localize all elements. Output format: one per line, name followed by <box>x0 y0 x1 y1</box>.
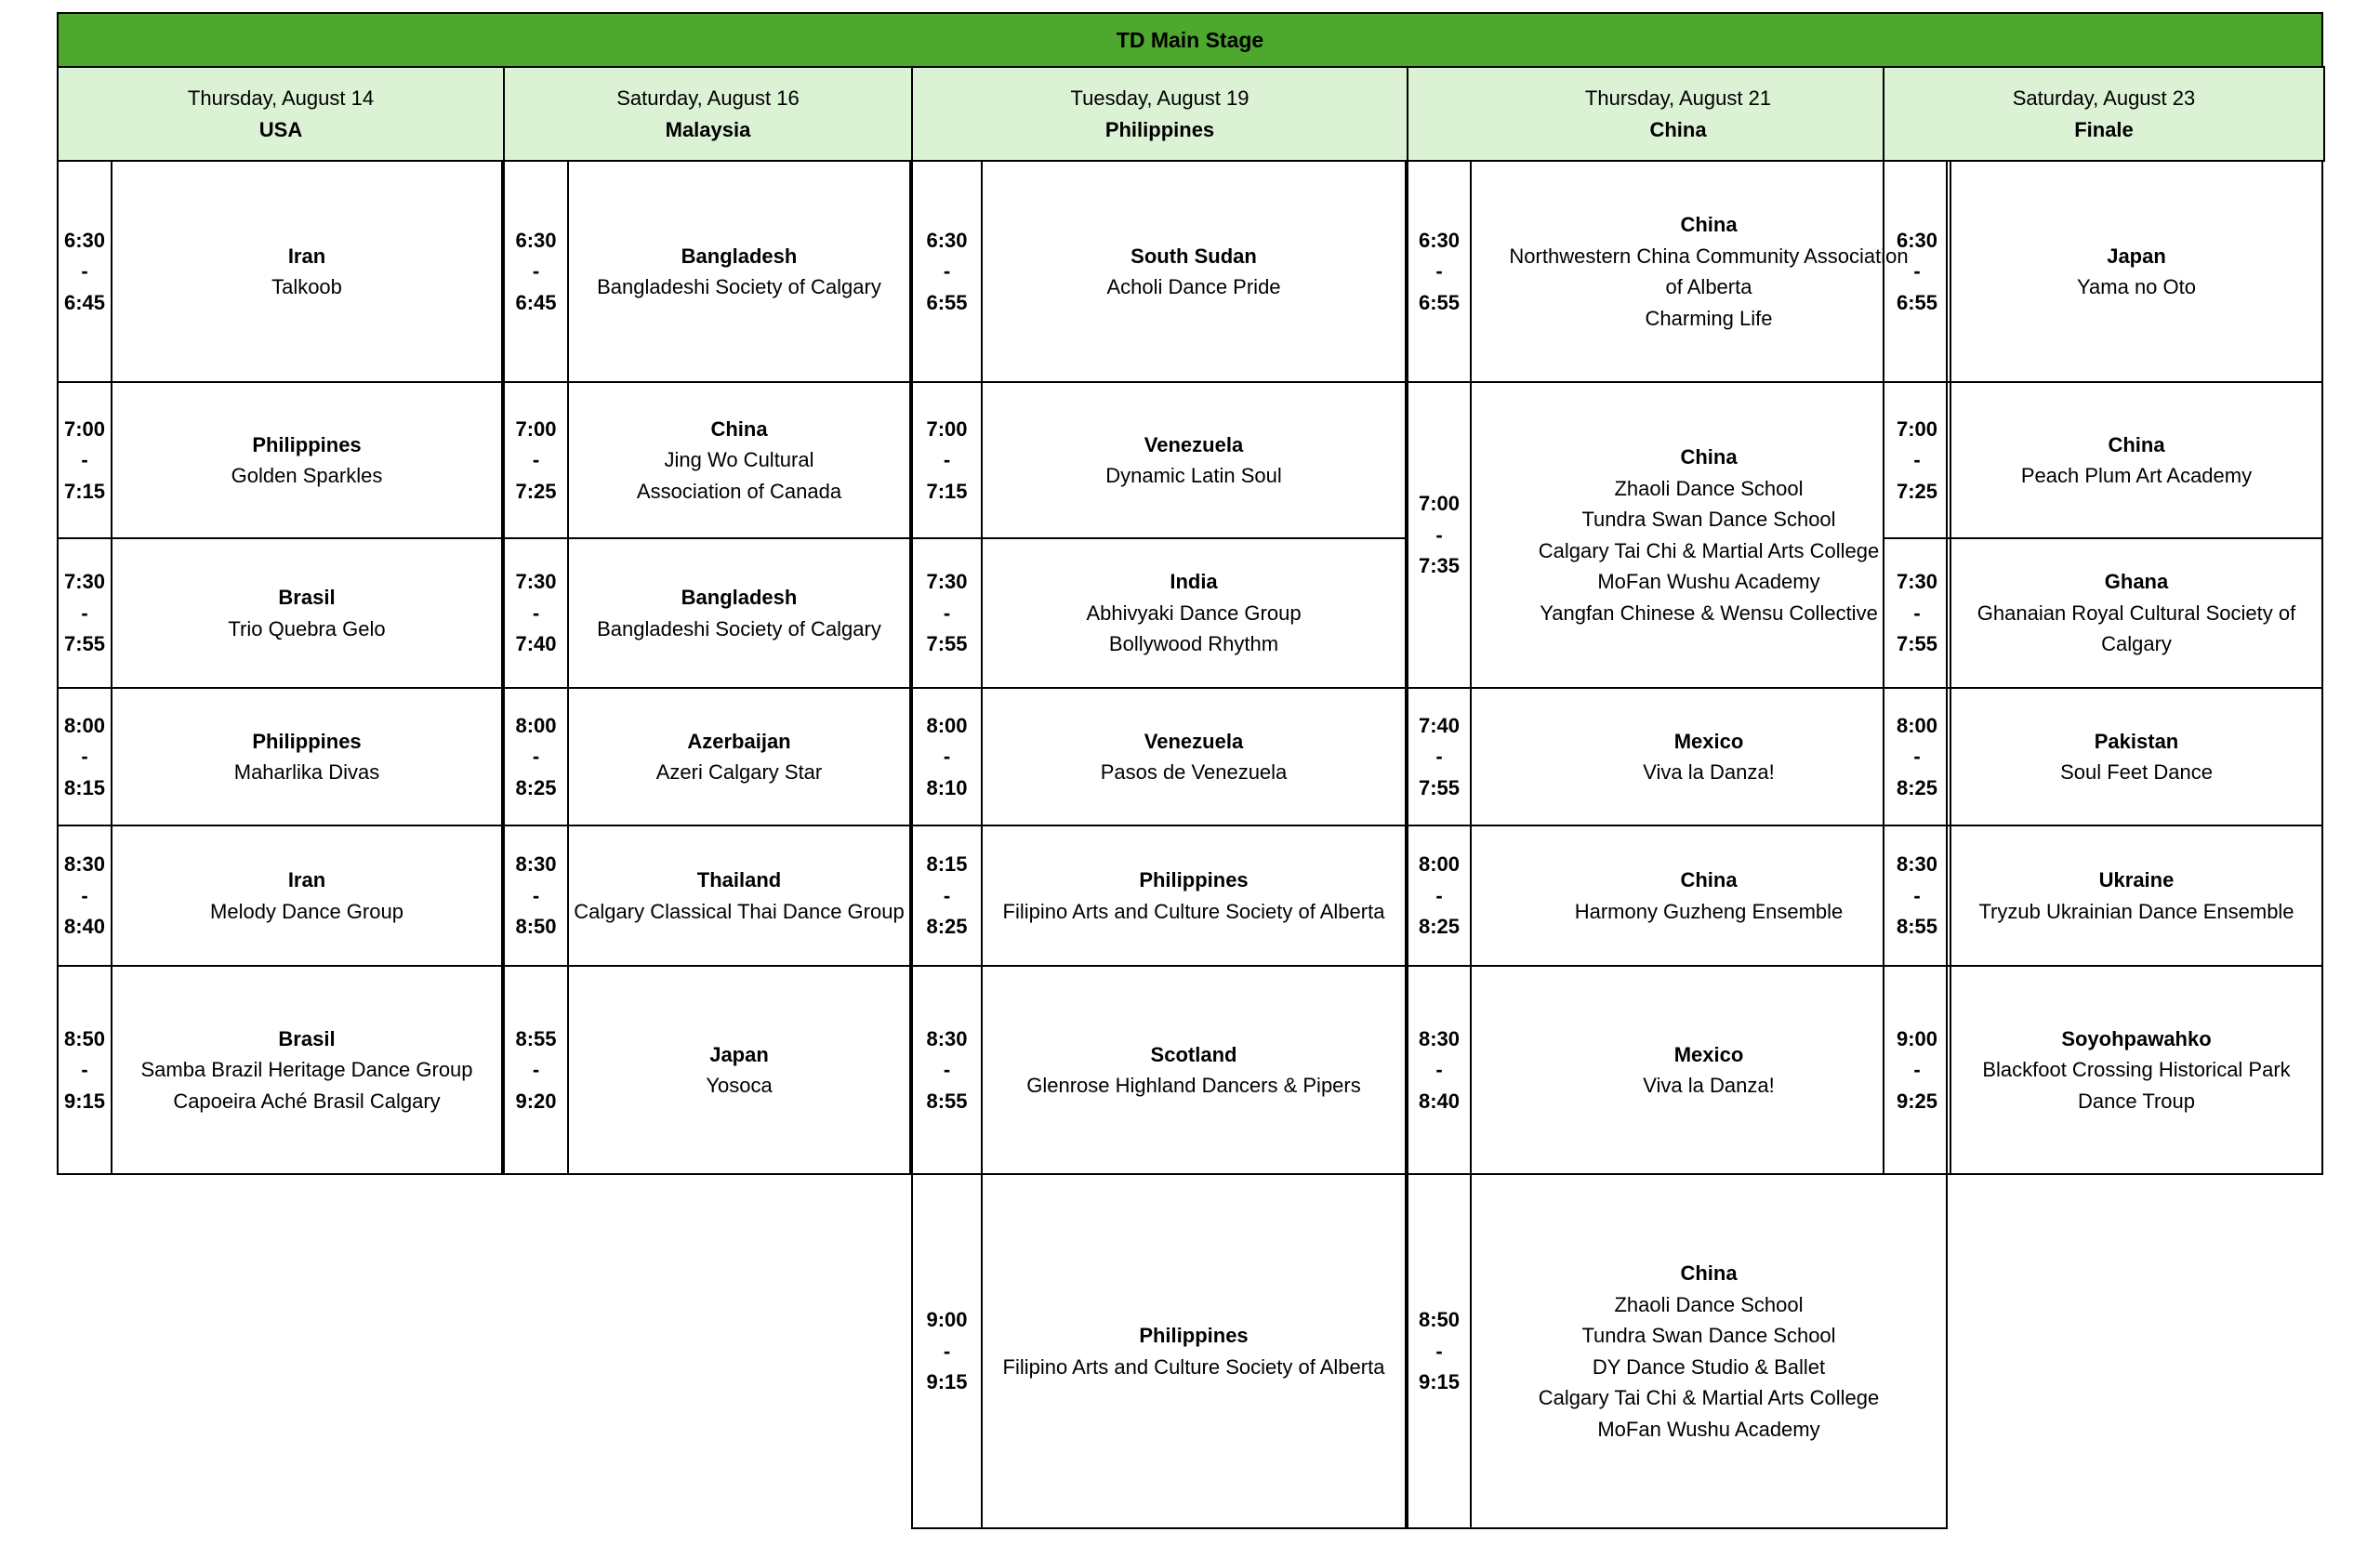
time-text: 7:15 <box>926 479 968 503</box>
time-text: - <box>943 259 951 284</box>
performance-slot <box>111 965 503 1175</box>
performer-country: China <box>2108 432 2165 456</box>
day-theme: Finale <box>2074 117 2134 141</box>
time-text: 7:55 <box>1896 632 1938 656</box>
performer-group: Golden Sparkles <box>231 464 383 487</box>
performer-group: Zhaoli Dance School <box>1614 476 1804 500</box>
time-text: 7:25 <box>515 479 557 503</box>
time-text: 6:45 <box>515 290 557 314</box>
performance-slot <box>567 537 911 689</box>
time-text: 7:35 <box>1418 554 1461 578</box>
performance-slot <box>111 537 503 689</box>
time-text: - <box>532 745 540 769</box>
time-text: 7:25 <box>1896 479 1938 503</box>
performance-slot <box>1470 381 1948 689</box>
performer-country: Azerbaijan <box>687 729 791 753</box>
day-theme: Philippines <box>1104 117 1215 141</box>
time-text: 7:15 <box>63 479 106 503</box>
time-text: 8:10 <box>926 775 968 799</box>
time-text: 8:50 <box>515 915 557 939</box>
stage-title: TD Main Stage <box>57 12 2323 68</box>
performer-group: Harmony Guzheng Ensemble <box>1574 899 1844 923</box>
performance-slot <box>567 965 911 1175</box>
time-text: - <box>1913 745 1921 769</box>
time-text: - <box>81 601 88 625</box>
performance-slot <box>567 825 911 967</box>
performer-country: Philippines <box>252 729 362 753</box>
performer-country: Venezuela <box>1144 432 1244 456</box>
time-text: 8:25 <box>515 775 557 799</box>
performer-country: Philippines <box>1139 1324 1249 1347</box>
time-text: - <box>1435 259 1443 284</box>
time-text: - <box>532 883 540 907</box>
time-text: 7:55 <box>926 632 968 656</box>
time-text: 7:30 <box>515 570 557 594</box>
performer-group: Tundra Swan Dance School <box>1581 1324 1836 1347</box>
performance-slot <box>1470 1173 1948 1529</box>
day-date: Thursday, August 21 <box>1584 86 1772 110</box>
time-slot <box>911 381 983 539</box>
time-text: 8:15 <box>63 775 106 799</box>
time-slot <box>911 1173 983 1529</box>
time-slot <box>1407 965 1472 1175</box>
time-slot <box>57 687 112 826</box>
time-slot <box>503 381 569 539</box>
time-text: 6:30 <box>1418 228 1461 252</box>
time-slot <box>911 537 983 689</box>
time-slot <box>911 160 983 383</box>
time-text: - <box>1435 883 1443 907</box>
performer-group: Abhivyaki Dance Group <box>1086 601 1302 625</box>
time-slot <box>1407 1173 1472 1529</box>
performer-country: Mexico <box>1673 729 1744 753</box>
time-text: - <box>81 448 88 472</box>
time-slot <box>503 965 569 1175</box>
time-text: - <box>532 601 540 625</box>
time-text: 8:40 <box>1418 1089 1461 1113</box>
performer-group: Tryzub Ukrainian Dance Ensemble <box>1978 899 2294 923</box>
time-text: - <box>1913 1058 1921 1082</box>
time-text: - <box>943 883 951 907</box>
time-text: 6:30 <box>63 228 106 252</box>
time-text: 8:50 <box>1418 1308 1461 1332</box>
performer-group: Bollywood Rhythm <box>1108 632 1279 656</box>
performer-group: Calgary <box>2101 632 2172 656</box>
time-text: 7:40 <box>1418 713 1461 737</box>
time-text: 7:40 <box>515 632 557 656</box>
performance-slot <box>1950 687 2323 826</box>
performer-country: Iran <box>287 868 326 891</box>
time-text: - <box>1435 1058 1443 1082</box>
performer-group: DY Dance Studio & Ballet <box>1592 1354 1826 1379</box>
time-text: 8:55 <box>926 1089 968 1113</box>
performer-group: Dance Troup <box>2078 1089 2195 1113</box>
time-text: 8:15 <box>926 852 968 877</box>
time-slot <box>1883 381 1951 539</box>
time-text: - <box>1435 745 1443 769</box>
performer-group: Viva la Danza! <box>1643 1074 1775 1097</box>
performer-group: Capoeira Aché Brasil Calgary <box>173 1089 441 1113</box>
day-header <box>1407 66 1950 162</box>
time-text: 7:30 <box>63 570 106 594</box>
day-theme: Malaysia <box>665 117 751 141</box>
day-header <box>57 66 505 162</box>
performer-group: Azeri Calgary Star <box>655 760 823 784</box>
time-slot <box>1883 160 1951 383</box>
performer-group: Filipino Arts and Culture Society of Alberta <box>1002 899 1385 923</box>
time-text: 8:00 <box>515 713 557 737</box>
time-text: 9:15 <box>1418 1370 1461 1394</box>
performer-country: Ukraine <box>2098 868 2175 891</box>
time-text: - <box>1435 522 1443 547</box>
time-text: 8:25 <box>1896 775 1938 799</box>
performer-country: Japan <box>2107 244 2166 268</box>
time-text: 8:25 <box>1418 915 1461 939</box>
performer-group: Tundra Swan Dance School <box>1581 508 1836 531</box>
day-header <box>1883 66 2325 162</box>
performance-slot <box>567 381 911 539</box>
time-text: - <box>1913 883 1921 907</box>
performance-slot <box>981 160 1407 383</box>
performance-slot <box>1470 160 1948 383</box>
performer-group: Jing Wo Cultural <box>664 448 814 472</box>
performer-country: South Sudan <box>1130 244 1257 268</box>
time-text: - <box>1913 601 1921 625</box>
performer-group: Zhaoli Dance School <box>1614 1292 1804 1316</box>
time-slot <box>57 160 112 383</box>
time-text: 8:00 <box>63 713 106 737</box>
day-theme: USA <box>258 117 303 141</box>
performer-group: Charming Life <box>1645 306 1773 330</box>
time-slot <box>1883 537 1951 689</box>
performer-country: Philippines <box>252 432 362 456</box>
time-text: 8:25 <box>926 915 968 939</box>
performer-group: Soul Feet Dance <box>2060 760 2213 784</box>
performer-group: Calgary Classical Thai Dance Group <box>574 899 905 923</box>
time-slot <box>57 381 112 539</box>
performer-group: Glenrose Highland Dancers & Pipers <box>1026 1074 1361 1097</box>
performer-group: Calgary Tai Chi & Martial Arts College <box>1538 538 1880 562</box>
time-text: - <box>1913 259 1921 284</box>
performance-slot <box>981 537 1407 689</box>
performer-group: Samba Brazil Heritage Dance Group <box>140 1058 473 1082</box>
performer-group: Blackfoot Crossing Historical Park <box>1982 1058 2291 1082</box>
time-text: - <box>943 1058 951 1082</box>
day-date: Tuesday, August 19 <box>1070 86 1250 110</box>
performance-slot <box>1470 687 1948 826</box>
performer-group: Ghanaian Royal Cultural Society of <box>1977 601 2296 625</box>
time-text: 8:30 <box>63 852 106 877</box>
time-text: - <box>81 745 88 769</box>
performance-slot <box>1470 965 1948 1175</box>
time-slot <box>1407 825 1472 967</box>
performer-country: Bangladesh <box>681 244 798 268</box>
time-text: 8:30 <box>1418 1026 1461 1050</box>
performer-group: Dynamic Latin Soul <box>1105 464 1282 487</box>
time-text: 7:00 <box>926 416 968 441</box>
performance-slot <box>567 160 911 383</box>
performance-slot <box>981 965 1407 1175</box>
time-text: 6:55 <box>926 290 968 314</box>
performer-country: Thailand <box>696 868 782 891</box>
time-text: 7:00 <box>1896 416 1938 441</box>
time-text: 9:15 <box>63 1089 106 1113</box>
performer-group: Maharlika Divas <box>233 760 380 784</box>
time-text: 8:00 <box>926 713 968 737</box>
performer-country: India <box>1170 570 1218 594</box>
time-text: 8:30 <box>515 852 557 877</box>
time-text: 6:30 <box>926 228 968 252</box>
performance-slot <box>1950 537 2323 689</box>
time-text: - <box>1913 448 1921 472</box>
performer-country: Philippines <box>1139 868 1249 891</box>
performer-country: China <box>1680 213 1738 236</box>
performance-slot <box>111 825 503 967</box>
time-text: 9:15 <box>926 1370 968 1394</box>
time-text: 7:55 <box>63 632 106 656</box>
performer-country: Brasil <box>278 586 336 609</box>
performer-group: Filipino Arts and Culture Society of Alberta <box>1002 1354 1385 1379</box>
time-text: 8:00 <box>1896 713 1938 737</box>
performer-country: Pakistan <box>2094 729 2179 753</box>
time-text: - <box>81 259 88 284</box>
time-text: 8:40 <box>63 915 106 939</box>
day-header <box>911 66 1408 162</box>
performer-group: MoFan Wushu Academy <box>1597 570 1820 593</box>
performer-group: Talkoob <box>271 275 342 298</box>
performer-country: Japan <box>709 1042 769 1066</box>
time-text: - <box>532 1058 540 1082</box>
time-slot <box>57 537 112 689</box>
performance-slot <box>111 381 503 539</box>
performance-slot <box>981 1173 1407 1529</box>
performer-group: Northwestern China Community Association <box>1509 244 1909 268</box>
performer-group: Viva la Danza! <box>1643 760 1775 784</box>
time-slot <box>1883 965 1951 1175</box>
time-text: - <box>81 883 88 907</box>
time-slot <box>911 965 983 1175</box>
performer-group: Calgary Tai Chi & Martial Arts College <box>1538 1386 1880 1409</box>
performance-slot <box>981 381 1407 539</box>
performer-group: Bangladeshi Society of Calgary <box>597 616 881 640</box>
time-slot <box>1407 381 1472 689</box>
day-date: Saturday, August 16 <box>616 86 800 110</box>
performer-group: Bangladeshi Society of Calgary <box>597 275 881 298</box>
time-text: 8:00 <box>1418 852 1461 877</box>
performer-group: Acholi Dance Pride <box>1106 275 1281 298</box>
time-text: 9:00 <box>1896 1026 1938 1050</box>
performer-country: Venezuela <box>1144 729 1244 753</box>
performance-slot <box>567 687 911 826</box>
performer-group: Peach Plum Art Academy <box>2020 464 2253 487</box>
performer-country: Brasil <box>278 1026 336 1050</box>
performance-slot <box>1470 825 1948 967</box>
performer-country: Iran <box>287 244 326 268</box>
time-text: 7:30 <box>1896 570 1938 594</box>
performer-group: Pasos de Venezuela <box>1100 760 1288 784</box>
time-text: - <box>532 448 540 472</box>
performance-slot <box>1950 381 2323 539</box>
performer-country: Bangladesh <box>681 586 798 609</box>
day-theme: China <box>1649 117 1707 141</box>
performance-slot <box>1950 825 2323 967</box>
performer-group: Yangfan Chinese & Wensu Collective <box>1540 601 1878 625</box>
performer-country: China <box>1680 868 1738 891</box>
time-slot <box>1883 825 1951 967</box>
performer-country: Mexico <box>1673 1042 1744 1066</box>
time-text: 7:55 <box>1418 775 1461 799</box>
performer-country: China <box>1680 1261 1738 1285</box>
performance-slot <box>981 825 1407 967</box>
time-slot <box>503 825 569 967</box>
time-slot <box>911 825 983 967</box>
time-text: - <box>943 745 951 769</box>
performer-country: China <box>1680 445 1738 469</box>
performer-group: Association of Canada <box>636 479 842 503</box>
time-text: 7:30 <box>926 570 968 594</box>
performance-slot <box>1950 965 2323 1175</box>
time-text: 7:00 <box>515 416 557 441</box>
time-text: 7:00 <box>1418 492 1461 516</box>
performer-group: Yosoca <box>706 1074 773 1097</box>
performer-group: Melody Dance Group <box>210 899 403 923</box>
time-text: 7:00 <box>63 416 106 441</box>
time-slot <box>503 537 569 689</box>
time-text: 9:20 <box>515 1089 557 1113</box>
time-text: - <box>943 1339 951 1363</box>
time-text: 6:45 <box>63 290 106 314</box>
time-slot <box>1407 160 1472 383</box>
day-date: Saturday, August 23 <box>2012 86 2196 110</box>
time-text: - <box>943 448 951 472</box>
time-slot <box>1883 687 1951 826</box>
day-header <box>503 66 913 162</box>
performer-group: of Alberta <box>1665 275 1752 298</box>
time-text: 8:55 <box>1896 915 1938 939</box>
time-text: - <box>81 1058 88 1082</box>
time-text: 8:55 <box>515 1026 557 1050</box>
performer-country: Scotland <box>1150 1042 1237 1066</box>
performance-slot <box>981 687 1407 826</box>
performer-country: Soyohpawahko <box>2061 1026 2212 1050</box>
time-text: - <box>532 259 540 284</box>
performer-group: Trio Quebra Gelo <box>228 616 386 640</box>
time-text: 8:30 <box>926 1026 968 1050</box>
time-text: 6:30 <box>1896 228 1938 252</box>
time-slot <box>911 687 983 826</box>
day-date: Thursday, August 14 <box>187 86 375 110</box>
time-text: - <box>1435 1339 1443 1363</box>
performer-country: Ghana <box>2104 570 2169 594</box>
performer-group: MoFan Wushu Academy <box>1597 1417 1820 1441</box>
performer-group: Yama no Oto <box>2077 275 2196 298</box>
time-slot <box>57 965 112 1175</box>
time-slot <box>57 825 112 967</box>
time-slot <box>503 160 569 383</box>
time-text: 8:30 <box>1896 852 1938 877</box>
time-text: 6:55 <box>1896 290 1938 314</box>
performer-country: China <box>710 416 768 441</box>
time-text: 6:30 <box>515 228 557 252</box>
time-text: 9:25 <box>1896 1089 1938 1113</box>
time-text: 8:50 <box>63 1026 106 1050</box>
time-text: 9:00 <box>926 1308 968 1332</box>
time-text: - <box>943 601 951 625</box>
performance-slot <box>111 160 503 383</box>
time-slot <box>503 687 569 826</box>
performance-slot <box>1950 160 2323 383</box>
time-text: 6:55 <box>1418 290 1461 314</box>
time-slot <box>1407 687 1472 826</box>
performance-slot <box>111 687 503 826</box>
